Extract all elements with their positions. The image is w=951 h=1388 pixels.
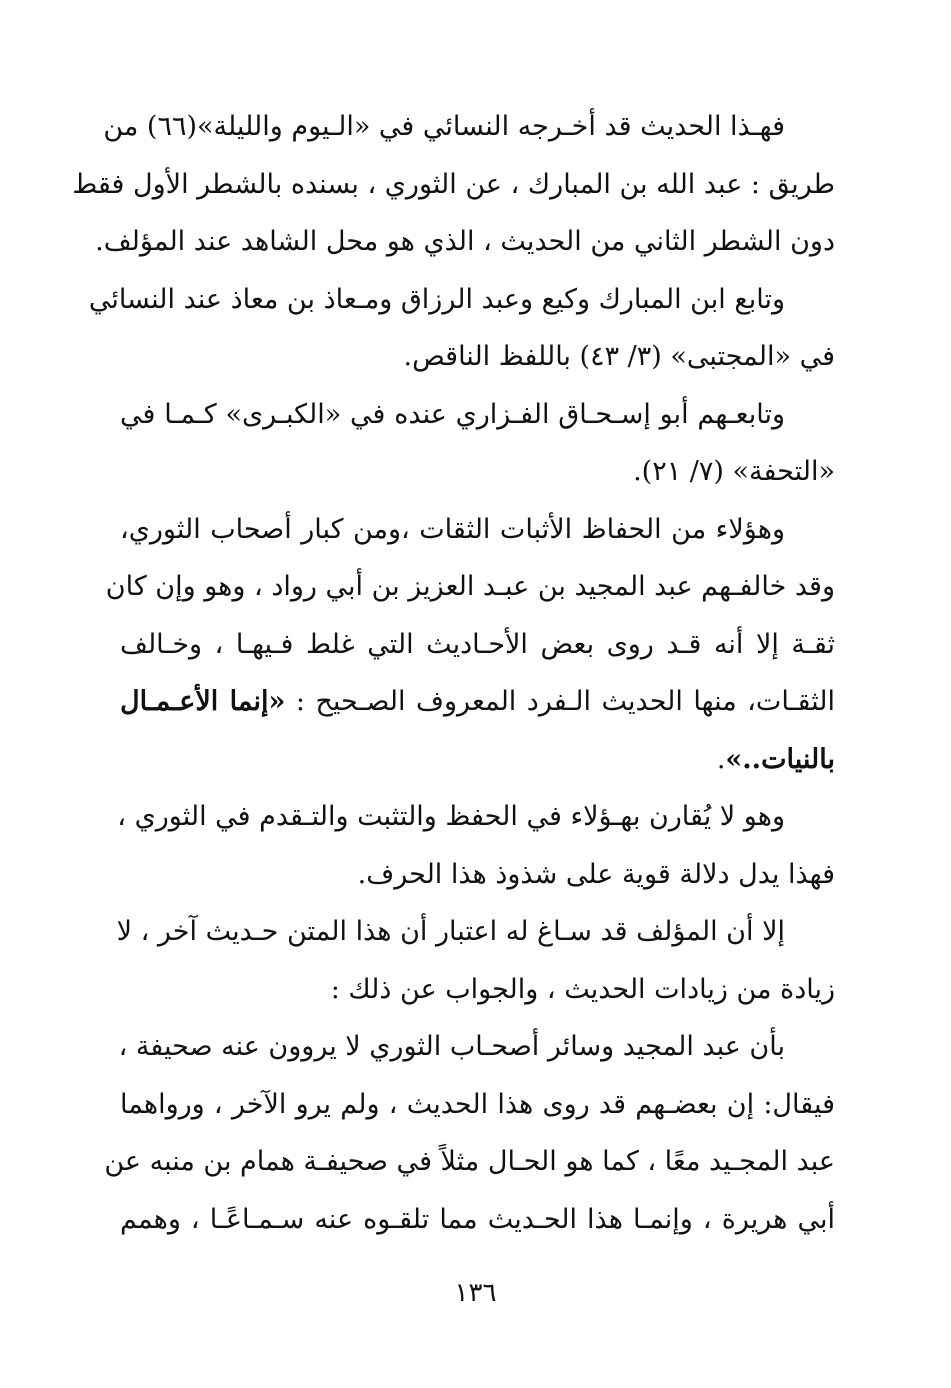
- bold-quote: بالنيات..»: [725, 743, 835, 775]
- text-line: وقد خالفـهم عبد المجيد بن عبـد العزيز بن أبي رواد ، وهو وإن كان: [105, 571, 835, 602]
- text-line: وتابعـهم أبو إسـحـاق الفـزاري عنده في «الكبـرى» كـمـا في: [120, 398, 785, 430]
- bold-quote: «إنما الأعـمـال: [120, 686, 286, 717]
- text-line: دون الشطر الثاني من الحديث ، الذي هو محل الشاهد عند المؤلف.: [95, 226, 835, 257]
- text-line: فهذا يدل دلالة قوية على شذوذ هذا الحرف.: [357, 858, 835, 890]
- text-line: في «المجتبى» (٣/ ٤٣) باللفظ الناقص.: [403, 341, 835, 372]
- text-line: وهؤلاء من الحفاظ الأثبات الثقات ،ومن كبار أصحاب الثوري،: [120, 513, 785, 545]
- text-line: فهـذا الحديث قد أخـرجه النسائي في «الـيوم والليلة»(٦٦) من: [103, 111, 785, 142]
- text-line: عبد المجـيد معًا ، كما هو الحـال مثلاً في صحيفـة همام بن منبه عن: [104, 1146, 835, 1177]
- text-line: إلا أن المؤلف قد سـاغ له اعتبار أن هذا المتن حـديث آخر ، لا: [116, 916, 785, 947]
- text-line: بالنيات..».: [716, 743, 835, 775]
- text-line: الثقـات، منها الحديث الـفرد المعروف الصـحيح : «إنما الأعـمـال: [120, 686, 835, 717]
- text-line: بأن عبد المجيد وسائر أصحـاب الثوري لا يروون عنه صحيفة ،: [118, 1031, 785, 1062]
- text-line: وتابع ابن المبارك وكيع وعبد الرزاق ومـعاذ بن معاذ عند النسائي: [88, 283, 785, 315]
- page-number: ١٣٦: [454, 1278, 497, 1308]
- text-line: طريق : عبد الله بن المبارك ، عن الثوري ، بسنده بالشطر الأول فقط: [72, 168, 835, 200]
- text-line: وهو لا يُقارن بهـؤلاء في الحفظ والتثبت والتـقدم في الثوري ،: [117, 801, 785, 832]
- text-line: «التحفة» (٧/ ٢١).: [633, 456, 835, 487]
- text-line: فيقال: إن بعضـهم قد روى هذا الحديث ، ولم يرو الآخر ، ورواهما: [120, 1088, 835, 1120]
- page-body: [72, 98, 835, 1248]
- text-line: زيادة من زيادات الحديث ، والجواب عن ذلك :: [330, 973, 835, 1005]
- text-line: ثقـة إلا أنه قـد روى بعض الأحـاديث التي غلط فـيهـا ، وخـالف: [120, 628, 835, 660]
- text-line: أبي هريرة ، وإنمـا هذا الحـديث مما تلقـوه عنه سـمـاعًـا ، وهمم: [120, 1203, 835, 1235]
